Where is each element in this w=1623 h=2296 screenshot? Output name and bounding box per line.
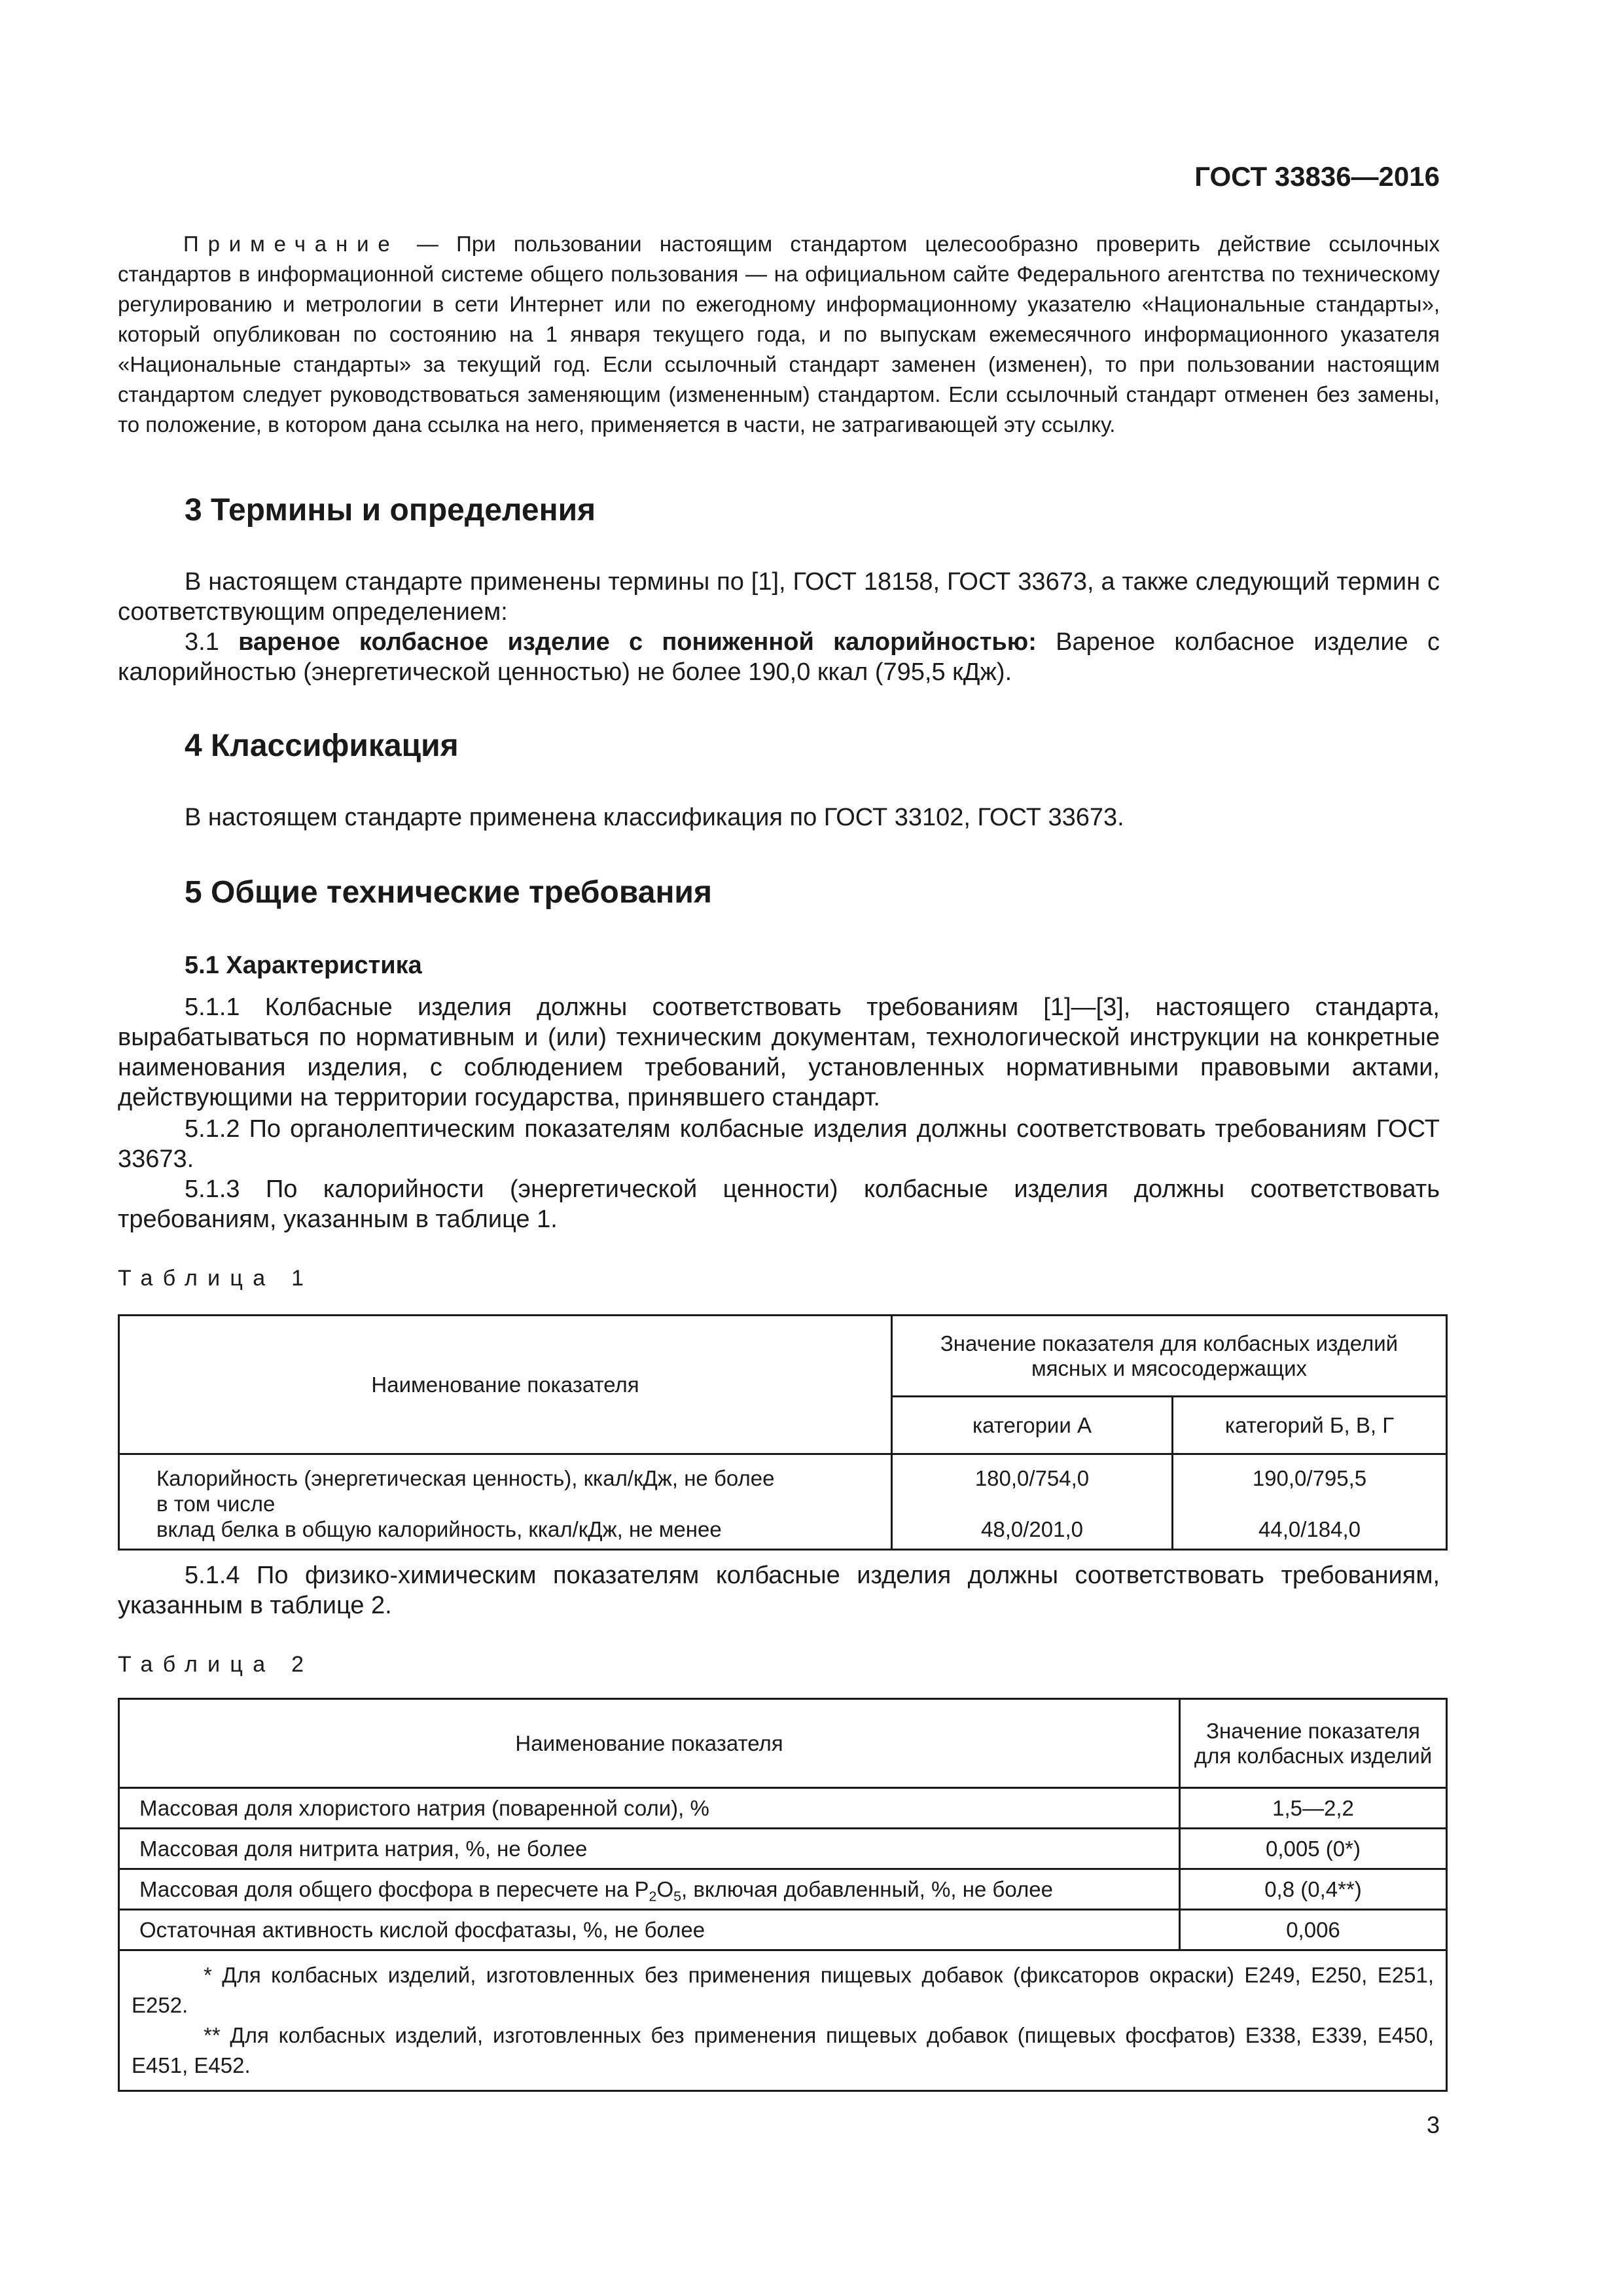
table-row: Массовая доля общего фосфора в пересчете на $P_2O_5$, включая добавленный, %, не более 0,8 (0,4**)	[119, 1869, 1447, 1910]
section-4-title: 4 Классификация	[185, 728, 459, 763]
paragraph-5-1-4: 5.1.4 По физико-химическим показателям колбасные изделия должны соответствовать требованиям, указанным в таблице 2.	[118, 1562, 1440, 1619]
table-row: вклад белка в общую калорийность, ккал/кДж, не менее 48,0/201,0 44,0/184,0	[119, 1517, 1447, 1550]
note-text: — При пользовании настоящим стандартом целесообразно проверить действие ссылочных стандартов в информационной системе общего пользования — на официальном сайте Федерального агентства по техническому регулированию и метрологии в сети Интернет или по ежегодному информационному указателю «Национальные стандарты», который опубликован по состоянию на 1 января текущего года, и по выпускам ежемесячного информационного указателя «Национальные стандарты» за текущий год. Если ссылочный стандарт заменен (изменен), то при пользовании настоящим стандартом следует руководствоваться заменяющим (измененным) стандартом. Если ссылочный стандарт отменен без замены, то положение, в котором дана ссылка на него, применяется в части, не затрагивающей эту ссылку.	[118, 232, 1440, 437]
table-row: Остаточная активность кислой фосфатазы, %, не более 0,006	[119, 1910, 1447, 1950]
table-2-header-name: Наименование показателя	[119, 1699, 1180, 1788]
table-2	[118, 1698, 1448, 2092]
footnote-2: ** Для колбасных изделий, изготовленных без применения пищевых добавок (пищевых фосфатов) Е338, Е339, Е450, Е451, Е452.	[132, 2023, 1434, 2077]
table-2-footnotes	[119, 1950, 1447, 2091]
section-5-title: 5 Общие технические требования	[185, 875, 712, 910]
paragraph-5-1-2: 5.1.2 По органолептическим показателям колбасные изделия должны соответствовать требованиям ГОСТ 33673.	[118, 1115, 1440, 1173]
table-1-header-name: Наименование показателя	[119, 1316, 892, 1454]
paragraph-5-1-1: 5.1.1 Колбасные изделия должны соответствовать требованиям [1]—[3], настоящего стандарта, вырабатываться по нормативным и (или) техническим документам, технологической инструкции на конкретные наименования изделия, с соблюдением требований, установленных нормативными правовыми актами, действующими на территории государства, принявшего стандарт.	[118, 994, 1440, 1111]
section-4-text: В настоящем стандарте применена классификация по ГОСТ 33102, ГОСТ 33673.	[185, 804, 1124, 831]
table-2-caption: Таблица 2	[118, 1652, 314, 1677]
note-paragraph	[118, 229, 1440, 440]
footnote-1: * Для колбасных изделий, изготовленных без применения пищевых добавок (фиксаторов окраски) Е249, Е250, Е251, Е252.	[132, 1963, 1434, 2017]
page-number: 3	[1426, 2111, 1440, 2138]
term-definition: Вареное колбасное изделие с калорийностью (энергетической ценностью) не более 190,0 ккал (795,5 кДж).	[118, 628, 1440, 686]
term-number: 3.1	[185, 628, 219, 656]
table-1	[118, 1314, 1448, 1551]
term-3-1	[118, 627, 1440, 687]
table-row: Калорийность (энергетическая ценность), ккал/кДж, не более 180,0/754,0 190,0/795,5	[119, 1454, 1447, 1491]
paragraph-5-1-3: 5.1.3 По калорийности (энергетической ценности) колбасные изделия должны соответствовать требованиям, указанным в таблице 1.	[118, 1175, 1440, 1233]
note-label: Примечание	[183, 232, 399, 256]
table-row: Массовая доля хлористого натрия (поваренной соли), % 1,5—2,2	[119, 1788, 1447, 1829]
section-3-title: 3 Термины и определения	[185, 493, 596, 528]
table-1-header-cat-a: категории А	[892, 1397, 1173, 1454]
section-3-intro: В настоящем стандарте применены термины по [1], ГОСТ 18158, ГОСТ 33673, а также следующий термин с соответствующим определением:	[118, 568, 1440, 626]
table-row: Массовая доля нитрита натрия, %, не более 0,005 (0*)	[119, 1829, 1447, 1869]
table-1-caption: Таблица 1	[118, 1266, 314, 1291]
table-1-header-group: Значение показателя для колбасных изделий мясных и мясосодержащих	[892, 1316, 1447, 1397]
table-1-header-cat-bvg: категорий Б, В, Г	[1173, 1397, 1447, 1454]
term-name: вареное колбасное изделие с пониженной калорийностью:	[238, 628, 1037, 656]
table-row: в том числе	[119, 1491, 1447, 1517]
document-code: ГОСТ 33836—2016	[1194, 161, 1440, 192]
table-2-header-value: Значение показателя для колбасных изделий	[1180, 1699, 1447, 1788]
subsection-5-1-title: 5.1 Характеристика	[185, 952, 422, 979]
